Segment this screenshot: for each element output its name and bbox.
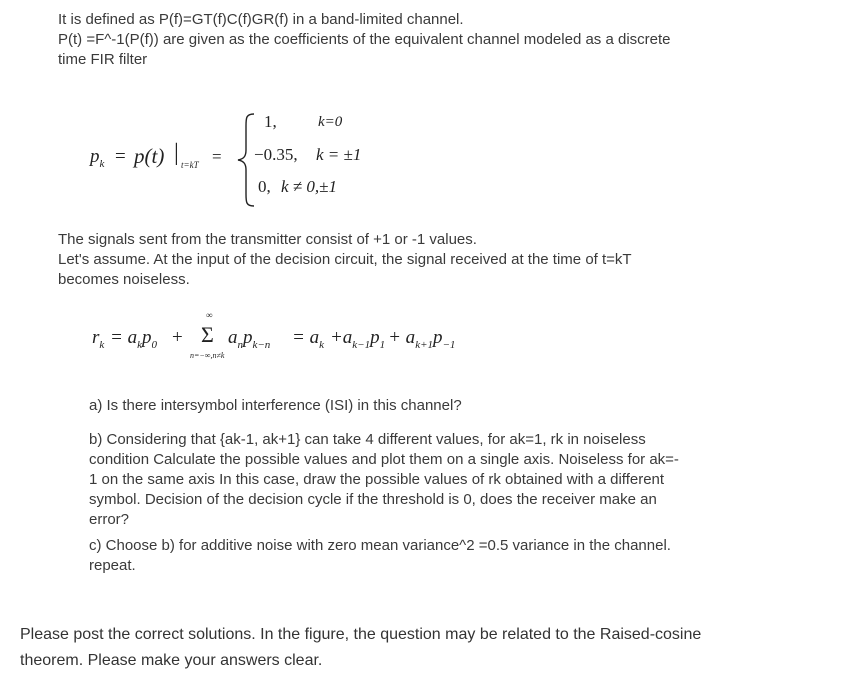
question-a: a) Is there intersymbol interference (ISI) in this channel?: [89, 397, 462, 414]
question-c-line-2: repeat.: [89, 557, 136, 574]
question-b-line-4: symbol. Decision of the decision cycle if the threshold is 0, does the receiver make an: [89, 491, 657, 508]
eq1-eval-bar: |: [174, 140, 179, 166]
case1-condition: k=0: [318, 114, 343, 130]
eq2-sum-term: $a_np_{k-n}$: [228, 327, 271, 351]
signals-line-2: Let's assume. At the input of the decision circuit, the signal received at the time of t=kT: [58, 251, 632, 268]
footer-line-2: theorem. Please make your answers clear.: [20, 652, 323, 669]
question-c: [89, 536, 779, 576]
eq1-subscript: t=kT: [181, 160, 199, 170]
signals-line-1: The signals sent from the transmitter consist of +1 or -1 values.: [58, 231, 477, 248]
footer-line-1: Please post the correct solutions. In the figure, the question may be related to the Raised-cosine: [20, 626, 702, 643]
signals-paragraph: [58, 230, 778, 290]
question-b-line-2: condition Calculate the possible values and plot them on a single axis. Noiseless for ak=-: [89, 451, 679, 468]
case2-value: −0.35,: [254, 145, 298, 164]
case1-value: 1,: [264, 112, 277, 131]
signals-line-3: becomes noiseless.: [58, 271, 190, 288]
eq2-term-akp0: = $a_kp_0$: [110, 327, 157, 351]
eq1-equals-2: =: [212, 147, 222, 166]
eq1-lhs: $p_k$: [90, 146, 105, 170]
sigma-lower-limit: n=−∞,n≠k: [190, 351, 225, 360]
eq2-lhs: $r_k$: [92, 327, 105, 351]
eq2-rhs: = $a_k +a_{k-1}p_1 + a_{k+1}p_{-1}$: [292, 327, 456, 351]
question-b: [89, 430, 779, 530]
intro-line-3: time FIR filter: [58, 51, 148, 68]
question-c-line-1: c) Choose b) for additive noise with zero mean variance^2 =0.5 variance in the channel.: [89, 537, 671, 554]
eq1-p-of-t: p(t): [134, 144, 165, 168]
question-b-line-3: 1 on the same axis In this case, draw the possible values of rk obtained with a different: [89, 471, 665, 488]
sigma-upper-limit: ∞: [206, 310, 213, 320]
case2-condition: k = ±1: [316, 145, 362, 164]
eq1-equals: =: [115, 146, 126, 167]
question-b-line-5: error?: [89, 511, 130, 528]
question-b-line-1: b) Considering that {ak-1, ak+1} can take 4 different values, for ak=1, rk in noiseless: [89, 431, 646, 448]
footer-note: [20, 622, 820, 674]
sigma-symbol: Σ: [201, 322, 214, 347]
intro-paragraph: [58, 10, 788, 70]
case3-condition: k ≠ 0,±1: [281, 177, 337, 196]
intro-line-1: It is defined as P(f)=GT(f)C(f)GR(f) in a band-limited channel.: [58, 11, 464, 28]
case3-value: 0,: [258, 177, 271, 196]
intro-line-2: P(t) =F^-1(P(f)) are given as the coefficients of the equivalent channel modeled as a discrete: [58, 31, 671, 48]
eq2-plus: +: [172, 327, 183, 348]
